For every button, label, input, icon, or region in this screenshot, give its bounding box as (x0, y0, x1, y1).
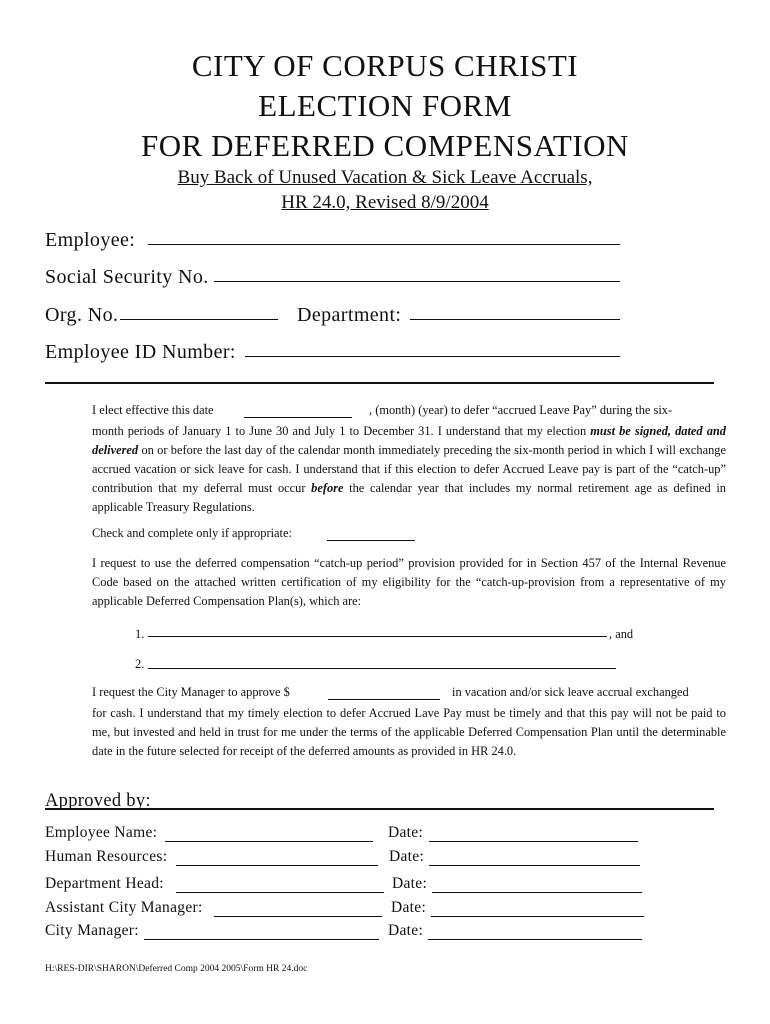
city-manager-date-label: Date: (388, 922, 424, 939)
form-subtitle-line2: HR 24.0, Revised 8/9/2004 (281, 192, 489, 213)
human-resources-label: Human Resources: (45, 848, 168, 865)
check-field[interactable] (327, 540, 415, 541)
approve-amount-field[interactable] (328, 699, 440, 700)
org-no-field[interactable] (120, 319, 278, 320)
elect-date-suffix: , (month) (year) to defer “accrued Leave Pay” during the six- (369, 403, 673, 417)
p1-body: on or before the last day of the calendar month immediately preceding the six-month period in which I will exchange accrued vacation or sick leave for cash. I understand that if this election to defer Accrued Leave pay is part of the “catch-up” contribution that my deferral must occur (92, 443, 726, 495)
assistant-city-manager-field[interactable] (214, 916, 382, 917)
department-label: Department: (297, 304, 402, 326)
assistant-city-manager-date-field[interactable] (431, 916, 644, 917)
employee-name-field[interactable] (165, 841, 373, 842)
department-head-date-field[interactable] (432, 892, 642, 893)
form-title-line3: FOR DEFERRED COMPENSATION (141, 128, 629, 163)
election-paragraph (92, 422, 726, 517)
employee-field[interactable] (148, 244, 620, 245)
plan-item-2-field[interactable] (148, 668, 616, 669)
employee-id-field[interactable] (245, 356, 620, 357)
org-no-label: Org. No. (45, 304, 119, 326)
employee-name-label: Employee Name: (45, 824, 158, 841)
catch-up-paragraph: I request to use the deferred compensation “catch-up period” provision provided for in Section 457 of the Internal Revenue Code based on the attached written certification of my eligibility for the “catch-up-provision from a representative of my applicable Deferred Compensation Plan(s), which are: (92, 556, 726, 608)
assistant-city-manager-date-label: Date: (391, 899, 427, 916)
department-head-field[interactable] (176, 892, 384, 893)
form-title-line1: CITY OF CORPUS CHRISTI (191, 48, 579, 83)
department-head-label: Department Head: (45, 875, 164, 892)
p1-line2: month periods of January 1 to June 30 and July 1 to December 31. I understand that my election (92, 424, 587, 438)
document-path-footer: H:\RES-DIR\SHARON\Deferred Comp 2004 2005\Form HR 24.doc (45, 964, 308, 974)
approved-by-heading: Approved by: (45, 791, 151, 811)
human-resources-field[interactable] (176, 865, 378, 866)
must-be-emphasis: must be (590, 424, 631, 438)
approve-paragraph: for cash. I understand that my timely election to defer Accrued Lave Pay must be timely and that this pay will not be paid to me, but invested and held in trust for me under the terms of the applicable Deferred Compensation Plan until the determinable date in the future selected for receipt of the deferred amounts as provided in HR 24.0. (92, 706, 726, 758)
assistant-city-manager-label: Assistant City Manager: (45, 899, 203, 916)
elect-date-prefix: I elect effective this date (92, 403, 214, 417)
section-divider (45, 382, 714, 384)
ssn-field[interactable] (214, 281, 620, 282)
plan-item-1-field[interactable] (148, 636, 607, 637)
human-resources-date-field[interactable] (429, 865, 640, 866)
p1-tail: the calendar year that includes my normal retirement age as defined in applicable Treasury Regulations. (92, 481, 726, 514)
plan-item-2-number: 2. (135, 657, 145, 671)
employee-name-date-label: Date: (388, 824, 424, 841)
before-emphasis: before (311, 481, 344, 495)
signed-dated-emphasis: signed, dated and delivered (92, 424, 726, 457)
employee-name-date-field[interactable] (429, 841, 638, 842)
plan-item-1-suffix: , and (609, 627, 634, 641)
department-head-date-label: Date: (392, 875, 428, 892)
human-resources-date-label: Date: (389, 848, 425, 865)
approve-amount-suffix: in vacation and/or sick leave accrual exchanged (452, 685, 689, 699)
approved-divider (45, 808, 714, 810)
city-manager-date-field[interactable] (428, 939, 642, 940)
employee-label: Employee: (45, 229, 136, 251)
elect-date-field[interactable] (244, 417, 352, 418)
ssn-label: Social Security No. (45, 266, 209, 288)
plan-item-1-number: 1. (135, 627, 145, 641)
approve-amount-prefix: I request the City Manager to approve $ (92, 685, 290, 699)
form-title-line2: ELECTION FORM (258, 88, 512, 123)
city-manager-field[interactable] (144, 939, 379, 940)
employee-id-label: Employee ID Number: (45, 341, 236, 363)
form-subtitle-line1: Buy Back of Unused Vacation & Sick Leave Accruals, (177, 167, 593, 188)
city-manager-label: City Manager: (45, 922, 139, 939)
check-label: Check and complete only if appropriate: (92, 526, 292, 540)
department-field[interactable] (410, 319, 620, 320)
